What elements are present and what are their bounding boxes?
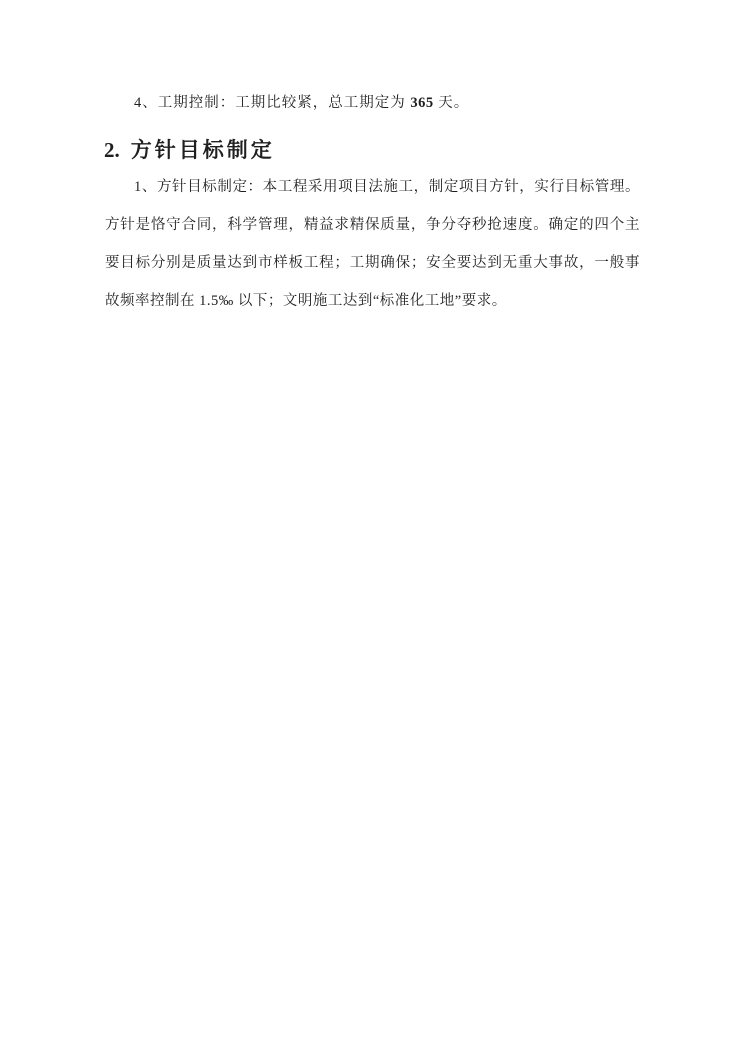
section-heading [104,135,640,165]
paragraph-line: 故频率控制在 1.5‰ 以下；文明施工达到“标准化工地”要求。 [105,293,507,309]
section-heading-number: 2. [104,138,120,162]
paragraph-line: 1、方针目标制定：本工程采用项目法施工，制定项目方针，实行目标管理。 [134,179,640,195]
intro-text-before: 4、工期控制：工期比较紧，总工期定为 [134,95,411,111]
intro-text-after: 天。 [433,95,470,111]
intro-bold-number: 365 [410,95,434,111]
paragraph-line: 方针是恪守合同，科学管理，精益求精保质量，争分夺秒抢速度。确定的四个主 [105,217,640,233]
intro-line [105,84,640,122]
section-heading-title: 方针目标制定 [130,138,275,162]
body-paragraph [105,168,640,320]
page-content [0,0,744,320]
paragraph-line: 要目标分别是质量达到市样板工程；工期确保；安全要达到无重大事故，一般事 [105,255,640,271]
